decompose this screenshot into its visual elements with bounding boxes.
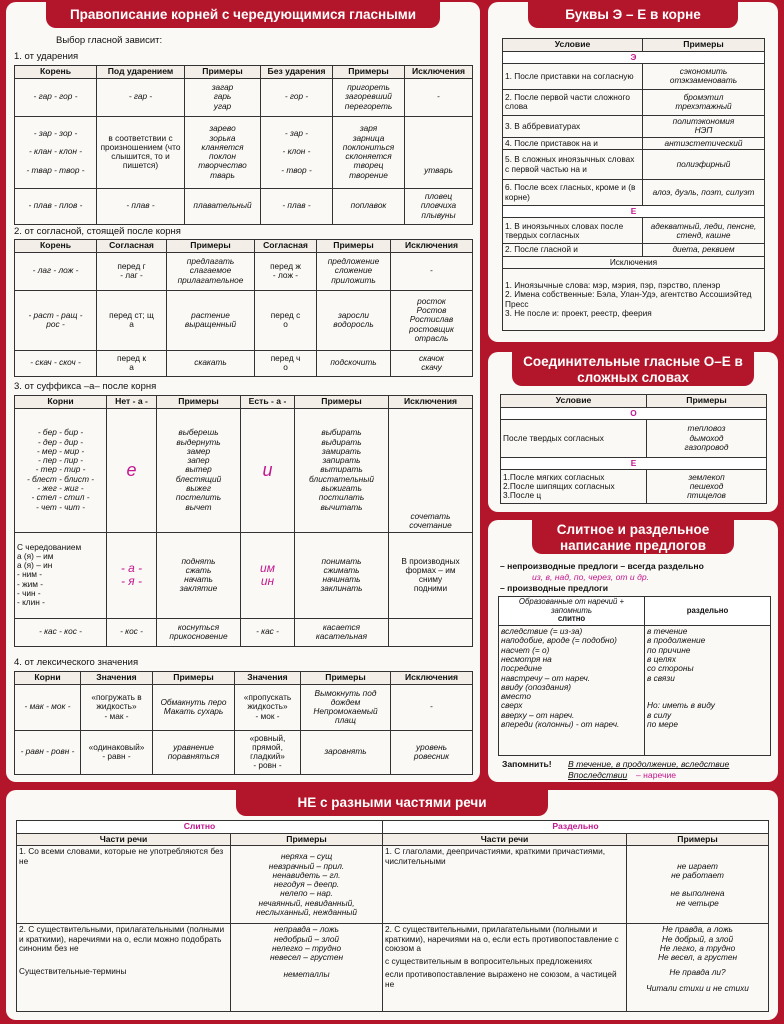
ee-exc-lines: 1. Иноязычные слова: мэр, мэрия, пэр, пэрство, пленэр 2. Имена собственные: Бэла, Улан-Удэ, агентство Ассошиэйтед Пресс 3. Не после и: проект, реестр, феерия bbox=[503, 269, 765, 331]
s4-r1-c0: - равн - ровн - bbox=[15, 730, 81, 774]
s2-r1-c4: заросли водоросль bbox=[317, 290, 391, 350]
s4-r0-c2: Обмакнуть перо Макать сухарь bbox=[153, 684, 235, 730]
s1-r2-c3: - плав - bbox=[261, 188, 333, 224]
ne-r2b-parts: 2. С существительными, прилагательными (полными и краткими), наречиями на о, если есть противопоставление с союзом а bbox=[385, 924, 619, 953]
roots-intro: Выбор гласной зависит: bbox=[56, 35, 163, 46]
s4-h5: Исключения bbox=[391, 672, 473, 685]
ne-r2b-ex2: Не правда ли? bbox=[669, 967, 726, 978]
ne-title: НЕ с разными частями речи bbox=[236, 790, 548, 816]
ne-table bbox=[16, 820, 769, 1012]
oe-o-letter: О bbox=[501, 407, 767, 419]
ne-r2b-ex-cell bbox=[627, 924, 769, 1012]
oe-o-ex: тепловоз дымоход газопровод bbox=[647, 419, 767, 457]
prep-remember-1: В течение, в продолжение, вследствие bbox=[568, 759, 730, 769]
s3-h2: Примеры bbox=[157, 396, 241, 409]
prep-sub-together bbox=[499, 597, 645, 626]
s3-exc1: сочетать сочетание bbox=[389, 408, 473, 532]
s3-h4: Примеры bbox=[295, 396, 389, 409]
s4-r1-c3: «ровный, прямой, гладкий» - ровн - bbox=[235, 730, 301, 774]
oe-o-cond: После твердых согласных bbox=[501, 419, 647, 457]
s2-h3: Согласная bbox=[255, 240, 317, 253]
ee-e-r4-c: 5. В сложных иноязычных словах с первой частью на и bbox=[503, 150, 643, 180]
s3-h0: Корни bbox=[15, 396, 107, 409]
s3-title: 3. от суффикса –а– после корня bbox=[14, 381, 157, 392]
prep-col-apart: раздельно bbox=[645, 597, 771, 626]
ee-h0: Условие bbox=[503, 39, 643, 52]
s2-r1-c0: - раст - ращ - рос - bbox=[15, 290, 97, 350]
s2-r0-c1: перед г - лаг - bbox=[97, 252, 167, 290]
prep-panel bbox=[488, 520, 778, 782]
s3-yes-a-examples: выбирать выдирать замирать запирать вытирать блистательный выжигать постилать вычитать bbox=[295, 408, 389, 532]
s3-alt-root: С чередованием а (я) – им а (я) – ин - ним - - жим - - чин - - клин - bbox=[15, 532, 107, 618]
s2-r2-c0: - скач - скоч - bbox=[15, 350, 97, 376]
s3-no-a-vowel: е bbox=[107, 408, 157, 532]
s2-table bbox=[14, 239, 473, 377]
s4-r1-c2: уравнение поравняться bbox=[153, 730, 235, 774]
s1-r0-c2: загар гарь угар bbox=[185, 78, 261, 116]
s1-h0: Корень bbox=[15, 66, 97, 79]
s3-alt-no: - а - - я - bbox=[107, 532, 157, 618]
s2-r2-c4: подскочить bbox=[317, 350, 391, 376]
s2-r2-c5: скачок скачу bbox=[391, 350, 473, 376]
prep-line1b: из, в, над, по, через, от и др. bbox=[532, 572, 649, 582]
s2-r0-c4: предложение сложение приложить bbox=[317, 252, 391, 290]
ne-r2-ex-cell bbox=[231, 924, 383, 1012]
s2-h2: Примеры bbox=[167, 240, 255, 253]
prep-remember-2: Впоследствии bbox=[568, 770, 628, 780]
s4-table bbox=[14, 671, 473, 775]
oe-h1: Примеры bbox=[647, 395, 767, 408]
s1-r2-c1: - плав - bbox=[97, 188, 185, 224]
ne-r2-terms-ex: неметаллы bbox=[283, 969, 330, 980]
s3-roots: - бер - бир - - дер - дир - - мер - мир - - пер - пир - - тер - тир - - блест - блист - - жег - жиг - - стел - стил - - чет - чит - bbox=[15, 408, 107, 532]
ne-col-ex-2: Примеры bbox=[627, 833, 769, 846]
ne-together-title: Слитно bbox=[17, 821, 383, 834]
s4-h4: Примеры bbox=[301, 672, 391, 685]
s1-r0-c5: - bbox=[405, 78, 473, 116]
ee-ye-r1-c: 2. После гласной и bbox=[503, 244, 643, 256]
s1-h3: Без ударения bbox=[261, 66, 333, 79]
oe-panel bbox=[488, 352, 778, 512]
ee-title: Буквы Э – Е в корне bbox=[528, 2, 738, 28]
ee-e-r1-e: бромэтил трехэтажный bbox=[643, 89, 765, 115]
s1-r2-c5: пловец пловчиха плывуны bbox=[405, 188, 473, 224]
s4-r0-c1: «погружать в жидкость» - мак - bbox=[81, 684, 153, 730]
s2-title: 2. от согласной, стоящей после корня bbox=[14, 226, 181, 237]
s4-r1-c4: заровнять bbox=[301, 730, 391, 774]
ne-r1b-parts: 1. С глаголами, деепричастиями, краткими причастиями, числительными bbox=[383, 846, 627, 924]
ne-r2-ex: неправда – ложь недобрый – злой нелегко – трудно невесел – грустен bbox=[269, 924, 344, 963]
s1-r0-c3: - гор - bbox=[261, 78, 333, 116]
s2-r2-c2: скакать bbox=[167, 350, 255, 376]
oe-h0: Условие bbox=[501, 395, 647, 408]
s1-r0-c1: - гар - bbox=[97, 78, 185, 116]
prep-remember-3: – наречие bbox=[636, 770, 677, 780]
roots-panel bbox=[6, 2, 480, 782]
prep-remember-label: Запомнить! bbox=[502, 759, 552, 769]
s3-alt-no-ex: поднять сжать начать заклятие bbox=[157, 532, 241, 618]
roots-title: Правописание корней с чередующимися гласными bbox=[46, 2, 440, 28]
ne-r2b-parts-cell bbox=[383, 924, 627, 1012]
ee-ye-letter: Е bbox=[503, 206, 765, 218]
s1-title: 1. от ударения bbox=[14, 51, 79, 62]
ne-r2b-ex: Не правда, а ложь Не добрый, а злой Не легко, а трудно Не весел, а грустен bbox=[657, 924, 738, 963]
s3-no-a-examples: выберешь выдернуть замер запер вытер блестящий выжег постелить вычет bbox=[157, 408, 241, 532]
s1-r1-c2: зарево зорька кланяется поклон творчество тварь bbox=[185, 116, 261, 188]
s2-h5: Исключения bbox=[391, 240, 473, 253]
prep-title: Слитное и раздельное написание предлогов bbox=[532, 520, 734, 554]
s2-r1-c1: перед ст; щ а bbox=[97, 290, 167, 350]
s4-r0-c0: - мак - мок - bbox=[15, 684, 81, 730]
s3-yes-a-vowel: и bbox=[241, 408, 295, 532]
s4-r0-c4: Вымокнуть под дождем Непромокаемый плащ bbox=[301, 684, 391, 730]
ne-r2b-parts3: если противопоставление выражено не союзом, а частицей не bbox=[385, 969, 617, 989]
s3-alt-yes-ex: понимать сжимать начинать заклинать bbox=[295, 532, 389, 618]
prep-table bbox=[498, 596, 771, 756]
ee-e-r2-e: политэкономия НЭП bbox=[643, 115, 765, 137]
s2-r0-c2: предлагать слагаемое прилагательное bbox=[167, 252, 255, 290]
ee-e-r4-e: полиэфирный bbox=[643, 150, 765, 180]
ee-h1: Примеры bbox=[643, 39, 765, 52]
s4-h0: Корни bbox=[15, 672, 81, 685]
s3-h3: Есть - а - bbox=[241, 396, 295, 409]
s1-r2-c2: плавательный bbox=[185, 188, 261, 224]
ne-r2-terms: Существительные-термины bbox=[19, 966, 127, 977]
oe-e-ex: землекоп пешеход птицелов bbox=[647, 470, 767, 504]
ee-ye-r0-c: 1. В иноязычных словах после твердых согласных bbox=[503, 218, 643, 244]
s2-h1: Согласная bbox=[97, 240, 167, 253]
ee-ye-r0-e: адекватный, леди, пенсне, стенд, кашне bbox=[643, 218, 765, 244]
s4-h2: Примеры bbox=[153, 672, 235, 685]
s2-r2-c1: перед к а bbox=[97, 350, 167, 376]
s2-r0-c0: - лаг - лож - bbox=[15, 252, 97, 290]
s3-alt-yes: им ин bbox=[241, 532, 295, 618]
prep-col-together: слитно bbox=[557, 614, 586, 624]
s1-r1-c3: - зар - - клон - - твор - bbox=[261, 116, 333, 188]
s2-r1-c2: растение выращенный bbox=[167, 290, 255, 350]
ee-ye-r1-e: диета, реквием bbox=[643, 244, 765, 256]
s1-table bbox=[14, 65, 473, 225]
ee-panel bbox=[488, 2, 778, 342]
ee-e-letter: Э bbox=[503, 51, 765, 63]
s1-r2-c4: поплавок bbox=[333, 188, 405, 224]
prep-sub-note: Образованные от наречий + запомнить bbox=[518, 597, 625, 615]
ne-panel bbox=[6, 790, 778, 1020]
prep-together-list: вследствие (= из-за) наподобие, вроде (= подобно) насчет (= о) несмотря на посредине навстречу – от нареч. ввиду (опоздания) вместо сверх вверху – от нареч. впереди (колонны) - от нареч. bbox=[499, 626, 645, 756]
oe-table bbox=[500, 394, 767, 504]
s3-kas-exc bbox=[389, 618, 473, 646]
s1-r0-c0: - гар - гор - bbox=[15, 78, 97, 116]
ne-r2-parts: 2. С существительными, прилагательными (полными и краткими), наречиями на о, если можно подобрать синоним без не bbox=[19, 924, 225, 953]
s2-r2-c3: перед ч о bbox=[255, 350, 317, 376]
s3-h5: Исключения bbox=[389, 396, 473, 409]
s2-h4: Примеры bbox=[317, 240, 391, 253]
s3-kas-yes-ex: касается касательная bbox=[295, 618, 389, 646]
ne-r2b-parts2: с существительным в вопросительных предложениях bbox=[385, 956, 593, 967]
s4-title: 4. от лексического значения bbox=[14, 657, 139, 668]
s4-h1: Значения bbox=[81, 672, 153, 685]
ee-e-r3-e: антиэстетический bbox=[643, 137, 765, 149]
s4-r0-c3: «пропускать жидкость» - мок - bbox=[235, 684, 301, 730]
s2-r1-c5: росток Ростов Ростислав ростовщик отрасль bbox=[391, 290, 473, 350]
ee-e-r0-e: сэкономить отэкзаменовать bbox=[643, 63, 765, 89]
ee-e-r1-c: 2. После первой части сложного слова bbox=[503, 89, 643, 115]
prep-line2: – производные предлоги bbox=[500, 583, 609, 593]
ee-e-r5-c: 6. После всех гласных, кроме и (в корне) bbox=[503, 180, 643, 206]
s3-table bbox=[14, 395, 473, 647]
s2-r1-c3: перед с о bbox=[255, 290, 317, 350]
ee-e-r5-e: алоэ, дуэль, поэт, силуэт bbox=[643, 180, 765, 206]
s4-r1-c5: уровень ровесник bbox=[391, 730, 473, 774]
s3-h1: Нет - а - bbox=[107, 396, 157, 409]
s1-h1: Под ударением bbox=[97, 66, 185, 79]
s1-h2: Примеры bbox=[185, 66, 261, 79]
s2-r0-c3: перед ж - лож - bbox=[255, 252, 317, 290]
ne-col-parts-2: Части речи bbox=[383, 833, 627, 846]
s3-kas-root: - кас - кос - bbox=[15, 618, 107, 646]
ee-table bbox=[502, 38, 765, 331]
s1-r1-c4: заря зарница поклониться склоняется творец творение bbox=[333, 116, 405, 188]
s2-r0-c5: - bbox=[391, 252, 473, 290]
ee-e-r3-c: 4. После приставок на и bbox=[503, 137, 643, 149]
ne-col-ex-1: Примеры bbox=[231, 833, 383, 846]
ne-r1-ex: неряха – сущ невзрачный – прил. ненавидеть – гл. негодуя – деепр. нелепо – нар. нечаянный, невиданный, неслыханный, нежданный bbox=[231, 846, 383, 924]
ne-col-parts-1: Части речи bbox=[17, 833, 231, 846]
ne-r1b-ex: не играет не работает не выполнена не четыре bbox=[627, 846, 769, 924]
s1-r0-c4: пригореть загоревший перегореть bbox=[333, 78, 405, 116]
s2-h0: Корень bbox=[15, 240, 97, 253]
ee-e-r0-c: 1. После приставки на согласную bbox=[503, 63, 643, 89]
oe-e-cond: 1.После мягких согласных 2.После шипящих согласных 3.После ц bbox=[501, 470, 647, 504]
s4-r0-c5: - bbox=[391, 684, 473, 730]
s1-h5: Исключения bbox=[405, 66, 473, 79]
prep-line1: – непроизводные предлоги – всегда раздельно bbox=[500, 561, 704, 571]
ne-r2b-ex3: Читали стихи и не стихи bbox=[646, 982, 749, 993]
ne-r1-parts: 1. Со всеми словами, которые не употребляются без не bbox=[17, 846, 231, 924]
s4-h3: Значения bbox=[235, 672, 301, 685]
oe-title: Соединительные гласные О–Е в сложных словах bbox=[512, 352, 754, 386]
s1-h4: Примеры bbox=[333, 66, 405, 79]
prep-apart-list: в течение в продолжение по причине в целях со стороны в связи Но: иметь в виду в силу по мере bbox=[645, 626, 771, 756]
s3-kas-yes: - кас - bbox=[241, 618, 295, 646]
s1-r1-c5: утварь bbox=[405, 116, 473, 188]
s1-r1-c0: - зар - зор - - клан - клон - - твар - твор - bbox=[15, 116, 97, 188]
s3-kas-no-ex: коснуться прикосновение bbox=[157, 618, 241, 646]
ne-r2-parts-cell bbox=[17, 924, 231, 1012]
s1-r1-c1: в соответствии с произношением (что слышится, то и пишется) bbox=[97, 116, 185, 188]
oe-e-letter: Е bbox=[501, 457, 767, 469]
s4-r1-c1: «одинаковый» - равн - bbox=[81, 730, 153, 774]
ee-e-r2-c: 3. В аббревиатурах bbox=[503, 115, 643, 137]
ne-apart-title: Раздельно bbox=[383, 821, 769, 834]
s3-kas-no: - кос - bbox=[107, 618, 157, 646]
ee-exc-title: Исключения bbox=[503, 256, 765, 268]
s1-r2-c0: - плав - плов - bbox=[15, 188, 97, 224]
s3-exc2: В производных формах – им сниму подними bbox=[389, 532, 473, 618]
